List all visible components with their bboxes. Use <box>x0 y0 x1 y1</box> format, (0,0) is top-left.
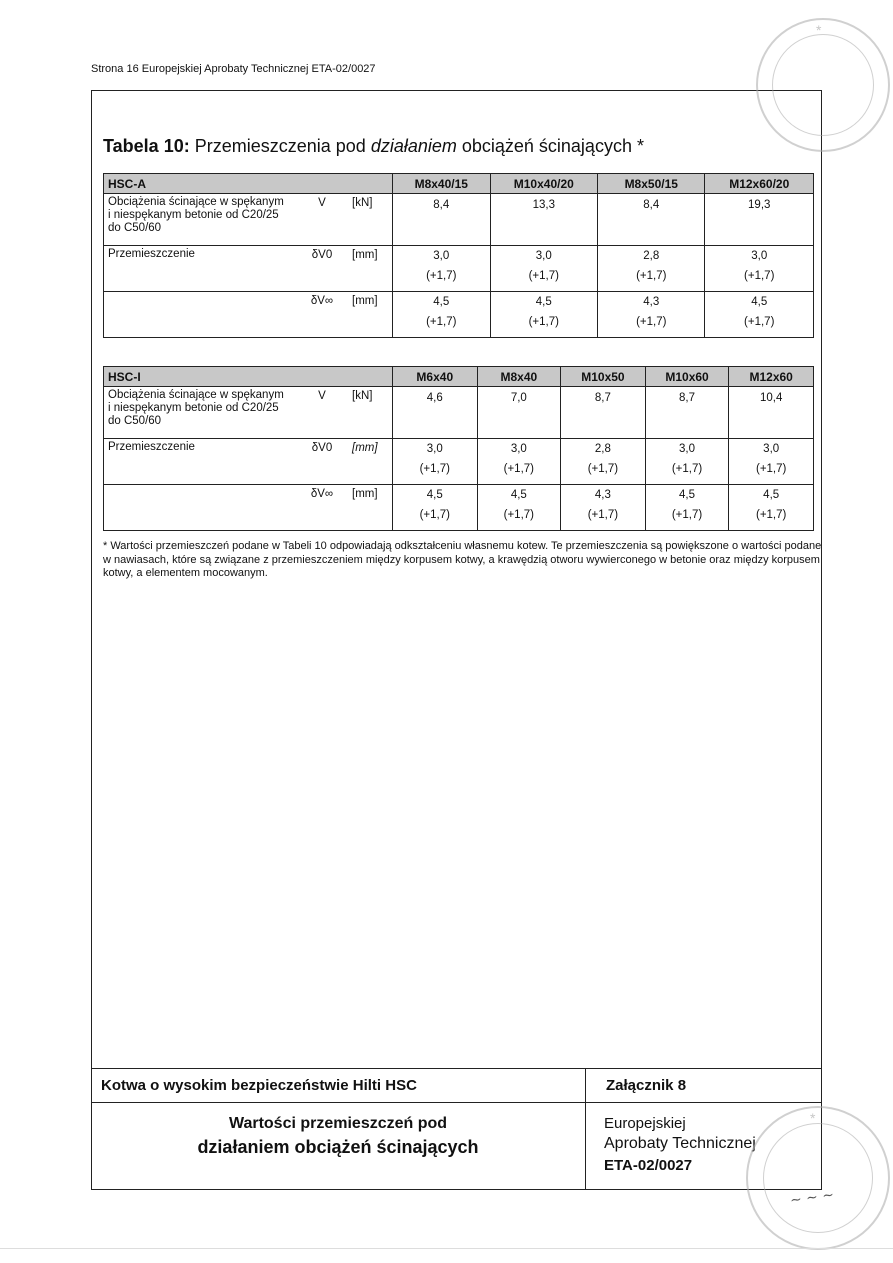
unit-mm: [mm] <box>352 442 378 454</box>
symbol-v: V <box>318 390 326 402</box>
unit-mm: [mm] <box>352 249 378 261</box>
symbol-delta-v0: δV0 <box>311 442 333 454</box>
column-header: M12x60 <box>729 367 814 387</box>
table-cell: 3,0 (+1,7) <box>490 246 598 292</box>
table-cell: 8,4 <box>598 194 705 246</box>
table-cell: 13,3 <box>490 194 598 246</box>
load-label: Obciążenia ścinające w spękanym i niespękanym betonie od C20/25 do C50/60 <box>108 389 284 427</box>
column-header: M8x40/15 <box>393 174 491 194</box>
table-cell: 3,0 (+1,7) <box>393 246 491 292</box>
table-cell: 4,5 (+1,7) <box>393 292 491 338</box>
table-cell: 2,8 (+1,7) <box>598 246 705 292</box>
symbol-delta-vinf: δV∞ <box>310 295 334 307</box>
table-name: HSC-I <box>104 367 393 387</box>
unit-kn: [kN] <box>352 390 373 402</box>
reference-line-1: Europejskiej <box>604 1115 686 1132</box>
reference-line-3: ETA-02/0027 <box>604 1157 693 1174</box>
column-header: M8x40 <box>477 367 561 387</box>
column-header: M10x50 <box>561 367 646 387</box>
column-header: M8x50/15 <box>598 174 705 194</box>
column-header: M12x60/20 <box>705 174 814 194</box>
table-cell: 8,7 <box>561 387 646 439</box>
load-row-label <box>104 387 393 439</box>
table-hsc-a <box>103 173 814 338</box>
table-cell: 3,0 (+1,7) <box>729 439 814 485</box>
unit-mm: [mm] <box>352 295 378 307</box>
unit-kn: [kN] <box>352 197 373 209</box>
table-cell: 4,5 (+1,7) <box>705 292 814 338</box>
table-cell: 8,7 <box>645 387 729 439</box>
translator-stamp-bottom: * <box>746 1106 890 1250</box>
table-title: Tabela 10: Przemieszczenia pod działaniem obciążeń ścinających * <box>103 136 644 156</box>
table-cell: 4,3 (+1,7) <box>561 485 646 531</box>
table-cell: 10,4 <box>729 387 814 439</box>
symbol-delta-v0: δV0 <box>311 249 333 261</box>
table-name: HSC-A <box>104 174 393 194</box>
table-cell: 3,0 (+1,7) <box>477 439 561 485</box>
annex-description-1: Wartości przemieszczeń pod <box>228 1115 448 1132</box>
table-cell: 3,0 (+1,7) <box>705 246 814 292</box>
symbol-v: V <box>318 197 326 209</box>
load-row-label <box>104 194 393 246</box>
translator-stamp-top: * <box>756 18 890 152</box>
table-cell: 4,5 (+1,7) <box>393 485 478 531</box>
product-name: Kotwa o wysokim bezpieczeństwie Hilti HSC <box>101 1077 417 1094</box>
footer-block <box>91 1068 822 1190</box>
displacement-label: Przemieszczenie <box>108 248 195 260</box>
table-cell: 4,5 (+1,7) <box>490 292 598 338</box>
footnote: * Wartości przemieszczeń podane w Tabeli 10 odpowiadają odkształceniu własnemu kotew. Te przemieszczenia są powiększone o wartości podane w nawiasach, które są związane z przemieszczeniem między korpusem kotwy, a krawędzią otworu wywierconego w betonie oraz między korpusem kotwy, a elementem mocowanym. <box>103 540 822 579</box>
table-cell: 2,8 (+1,7) <box>561 439 646 485</box>
table-cell: 4,5 (+1,7) <box>729 485 814 531</box>
table-cell: 8,4 <box>393 194 491 246</box>
table-cell: 3,0 (+1,7) <box>393 439 478 485</box>
table-cell: 19,3 <box>705 194 814 246</box>
load-label: Obciążenia ścinające w spękanym i niespękanym betonie od C20/25 do C50/60 <box>108 196 284 234</box>
column-header: M10x40/20 <box>490 174 598 194</box>
signature: ~ ~ ~ <box>789 1187 835 1209</box>
annex-description-2: działaniem obciążeń ścinających <box>197 1137 479 1157</box>
table-cell: 4,3 (+1,7) <box>598 292 705 338</box>
column-header: M10x60 <box>645 367 729 387</box>
table-cell: 3,0 (+1,7) <box>645 439 729 485</box>
symbol-delta-vinf: δV∞ <box>310 488 334 500</box>
table-cell: 4,5 (+1,7) <box>477 485 561 531</box>
annex-number: Załącznik 8 <box>606 1077 687 1094</box>
reference-line-2: Aprobaty Technicznej <box>604 1135 756 1152</box>
table-cell: 4,5 (+1,7) <box>645 485 729 531</box>
column-header: M6x40 <box>393 367 478 387</box>
table-cell: 4,6 <box>393 387 478 439</box>
page-bottom-line <box>0 1248 893 1249</box>
displacement-label: Przemieszczenie <box>108 441 195 453</box>
table-cell: 7,0 <box>477 387 561 439</box>
unit-mm: [mm] <box>352 488 378 500</box>
page-header: Strona 16 Europejskiej Aprobaty Technicznej ETA-02/0027 <box>91 63 376 75</box>
table-hsc-i <box>103 366 814 531</box>
